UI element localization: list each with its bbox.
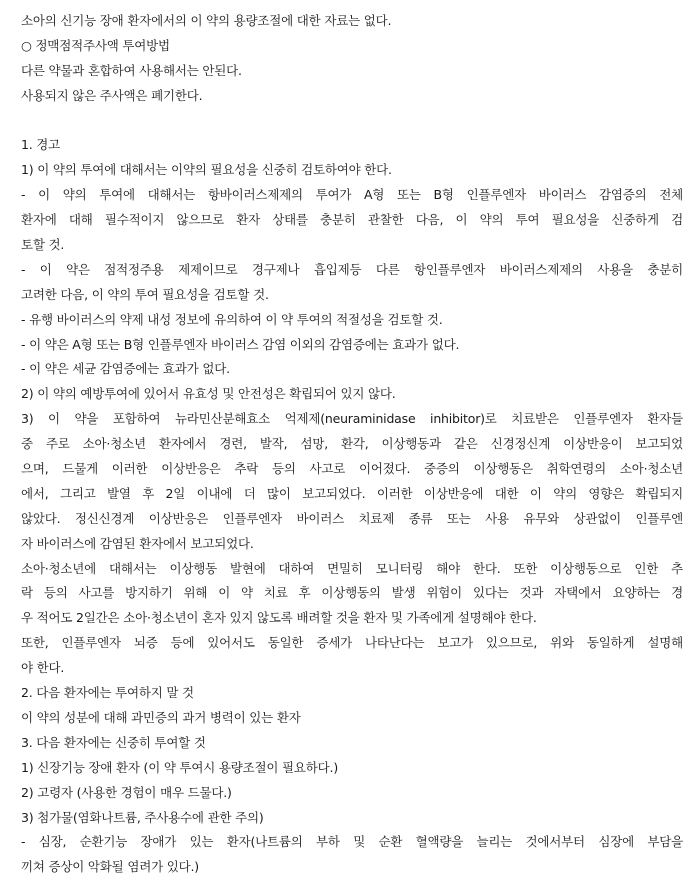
- section-title-iv-administration: ○ 정맥점적주사액 투여방법: [21, 37, 170, 53]
- text-line: 또한, 인플루엔자 뇌증 등에 있어서도 동일한 증세가 나타난다는 보고가 있으므로, 위와 동일하게 설명해: [21, 635, 683, 651]
- text-line: 1) 이 약의 투여에 대해서는 이약의 필요성을 신중히 검토하여야 한다.: [21, 162, 392, 178]
- heading-contraindication: 2. 다음 환자에는 투여하지 말 것: [21, 685, 194, 701]
- text-line: 중 주로 소아·청소년 환자에서 경련, 발작, 섬망, 환각, 이상행동과 같은 신경정신계 이상반응이 보고되었: [21, 436, 683, 452]
- text-line: - 이 약은 점적정주용 제제이므로 경구제나 흡입제등 다른 항인플루엔자 바이러스제제의 사용을 충분히: [21, 261, 683, 277]
- text-line: 자 바이러스에 감염된 환자에서 보고되었다.: [21, 535, 254, 551]
- text-line: - 이 약은 A형 또는 B형 인플루엔자 바이러스 감염 이외의 감염증에는 효과가 없다.: [21, 336, 460, 352]
- text-line: 야 한다.: [21, 660, 65, 676]
- text-line: 락 등의 사고를 방지하기 위해 이 약 치료 후 이상행동의 발생 위험이 있다는 것과 자택에서 요양하는 경: [21, 585, 683, 601]
- text-line: 않았다. 정신신경계 이상반응은 인플루엔자 바이러스 치료제 종류 또는 사용 유무와 상관없이 인플루엔: [21, 510, 683, 526]
- heading-warning: 1. 경고: [21, 137, 61, 153]
- text-line: 사용되지 않은 주사액은 폐기한다.: [21, 87, 203, 103]
- text-line: 환자에 대해 필수적이지 않으므로 환자 상태를 충분히 관찰한 다음, 이 약의 투여 필요성을 신중하게 검: [21, 212, 683, 228]
- text-line: 고려한 다음, 이 약의 투여 필요성을 검토할 것.: [21, 286, 269, 302]
- text-line: 다른 약물과 혼합하여 사용해서는 안된다.: [21, 62, 242, 78]
- text-line: 에서, 그리고 발열 후 2일 이내에 더 많이 보고되었다. 이러한 이상반응에 대한 이 약의 영향은 확립되지: [21, 485, 683, 501]
- text-line: 3) 이 약을 포함하여 뉴라민산분해효소 억제제(neuraminidase inhibitor)로 치료받은 인플루엔자 환자들: [21, 411, 683, 427]
- text-line: - 심장, 순환기능 장애가 있는 환자(나트륨의 부하 및 순환 혈액량을 늘리는 것에서부터 심장에 부담을: [21, 834, 683, 850]
- text-line: 소아의 신기능 장애 환자에서의 이 약의 용량조절에 대한 자료는 없다.: [21, 13, 392, 28]
- document-body: [21, 9, 683, 880]
- text-line: 우 적어도 2일간은 소아·청소년이 혼자 있지 않도록 배려할 것을 환자 및 가족에게 설명해야 한다.: [21, 610, 537, 626]
- text-line: - 유행 바이러스의 약제 내성 정보에 유의하여 이 약 투여의 적절성을 검토할 것.: [21, 311, 443, 327]
- text-line: 으며, 드물게 이러한 이상반응은 추락 등의 사고로 이어졌다. 중증의 이상행동은 취학연령의 소아·청소년: [21, 461, 683, 477]
- text-line: 소아·청소년에 대해서는 이상행동 발현에 대하여 면밀히 모니터링 해야 한다. 또한 이상행동으로 인한 추: [21, 560, 683, 576]
- blank-line: [21, 109, 683, 134]
- text-line: 토할 것.: [21, 237, 65, 253]
- text-line: 2) 이 약의 예방투여에 있어서 유효성 및 안전성은 확립되어 있지 않다.: [21, 386, 396, 402]
- text-line: 이 약의 성분에 대해 과민증의 과거 병력이 있는 환자: [21, 709, 301, 725]
- text-line: 2) 고령자 (사용한 경험이 매우 드물다.): [21, 784, 232, 800]
- heading-caution: 3. 다음 환자에는 신중히 투여할 것: [21, 734, 206, 750]
- text-line: - 이 약은 세균 감염증에는 효과가 없다.: [21, 361, 230, 377]
- text-line: 1) 신장기능 장애 환자 (이 약 투여시 용량조절이 필요하다.): [21, 759, 338, 775]
- text-line: 끼쳐 증상이 악화될 염려가 있다.): [21, 859, 199, 875]
- text-line: - 이 약의 투여에 대해서는 항바이러스제제의 투여가 A형 또는 B형 인플루엔자 바이러스 감염증의 전체: [21, 187, 683, 203]
- text-line: 3) 첨가물(염화나트륨, 주사용수에 관한 주의): [21, 809, 264, 825]
